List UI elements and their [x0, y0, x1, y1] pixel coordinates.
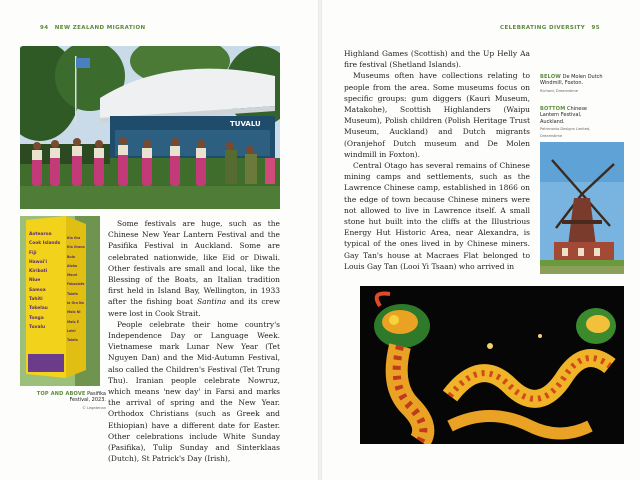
- right-caption2-credit: Patrimonio Designs Limited, Dreamstime: [540, 127, 591, 138]
- sign-greeting: Talofa: [67, 338, 78, 343]
- sign-word: Hawai'i: [29, 259, 48, 265]
- right-caption-windmill: [540, 74, 606, 94]
- right-caption2-lead: BOTTOM: [540, 106, 566, 112]
- sign-greeting: Malo Ni: [67, 310, 81, 315]
- sign-word: Samoa: [29, 287, 46, 293]
- pasifika-stage-photo: [20, 46, 280, 209]
- right-page: [322, 0, 640, 480]
- paragraph-text-tail: and its crew were lost in Cook Strait.: [108, 297, 280, 318]
- sign-greeting: Malo E Lelei: [67, 319, 79, 333]
- stage-banner-text: TUVALU: [230, 120, 261, 128]
- sign-word: Tonga: [29, 315, 44, 321]
- sign-word: Cook Islands: [29, 241, 61, 247]
- body-paragraph: Highland Games (Scottish) and the Up Helly Aa fire festival (Shetland Islands).: [344, 49, 530, 70]
- sign-word: Tokelau: [29, 306, 48, 312]
- left-running-head: [36, 25, 146, 31]
- right-caption-lanterns: [540, 106, 600, 139]
- sign-greeting: Mauri: [67, 273, 78, 278]
- right-caption2-text: Chinese Lantern Festival, Auckland.: [540, 106, 588, 125]
- boat-name: Santina: [196, 297, 227, 307]
- sign-greeting: Ia Ora Na: [67, 301, 84, 306]
- body-paragraph: [108, 218, 280, 319]
- sign-greeting: Fakaalofa: [67, 282, 85, 287]
- sign-greeting: Bula: [67, 254, 75, 259]
- dragon-lantern-illustration: [360, 286, 624, 444]
- paragraph-text: Some festivals are huge, such as the Chinese New Year Lantern Festival and the Pasifika Festival in Auckland. Some are celebrated nationwide, like Eid or Diwali. Other festivals are small and local, like the Blessing of the Boats, an Italian tradition first held in Island Bay, Wellington, in 1933 after the fishing boat: [108, 219, 280, 307]
- right-caption1-lead: BELOW: [540, 74, 561, 80]
- body-paragraph: People celebrate their home country's Independence Day or Language Week. Vietnamese mark Lunar New Year (Tet Nguyen Dan) and the Mid-Autumn Festival, also called the Children's Festival (Tet Trung Thu). Iranian people celebrate Nowruz, which means 'new day' in Farsi and marks the arrival of spring and the New Year. Orthodox Christians (such as Greek and Ethiopian) have a different date for Easter. Other celebrations include White Sunday (Pasifika), Tulip Sunday and Sinterklaas (Dutch), St Patrick's Day (Irish),: [108, 319, 280, 464]
- right-page-number: 95: [591, 25, 600, 31]
- left-body-text: [108, 218, 280, 464]
- left-caption-text: Pasifika Festival, 2023.: [69, 391, 106, 404]
- left-page: [0, 0, 318, 480]
- right-running-head: [500, 25, 604, 31]
- sign-word: Niue: [29, 278, 41, 284]
- right-body-text: [344, 48, 530, 272]
- right-caption1-text: De Molen Dutch Windmill, Foxton.: [540, 74, 603, 87]
- sign-greeting: Kia Ora: [67, 236, 81, 240]
- left-running-head-title: NEW ZEALAND MIGRATION: [54, 25, 146, 31]
- pasifika-stage-illustration: [20, 46, 280, 209]
- right-running-head-title: CELEBRATING DIVERSITY: [500, 25, 586, 31]
- sign-word: Tuvalu: [29, 324, 46, 330]
- pasifika-sign-photo: [20, 216, 100, 386]
- sign-word: Kiribati: [29, 269, 48, 275]
- left-caption: [36, 391, 106, 411]
- body-paragraph: Museums often have collections relating to people from the area. Some museums focus on specific groups: gum diggers (Kauri Museum, Matakohe), Scottish Highlanders (Waipu Museum), Polish children (Polish Heritage Trust Museum, Auckland) and Dutch migrants (Oranjehof Dutch museum and De Molen windmill in Foxton).: [344, 71, 530, 159]
- windmill-photo: [540, 142, 624, 274]
- sign-word: Aotearoa: [29, 232, 52, 237]
- sign-greeting: Talofa: [67, 291, 78, 296]
- right-caption1-credit: Richard, Dreamstime: [540, 88, 579, 93]
- left-page-number: 94: [40, 25, 49, 31]
- windmill-illustration: [540, 142, 624, 274]
- body-paragraph: Central Otago has several remains of Chinese mining camps and settlements, such as the Lawrence Chinese camp, established in 1866 on the edge of town because Chinese miners were not allowed to live in Lawrence itself. A small stone hut built into the cliffs at the Illustrious Energy Hut Historic Area, near Alexandra, is typical of the ones lived in by Chinese miners. Gay Tan's house at Macraes Flat belonged to Louis Gay Tan (Looi Yi Tsaan) who arrived in: [344, 161, 530, 271]
- sign-greeting: Aloha: [67, 263, 78, 268]
- sign-word: Fiji: [29, 250, 37, 256]
- left-caption-lead: TOP AND ABOVE: [36, 391, 86, 397]
- sign-word-list: [29, 230, 65, 332]
- sign-word-list-right: [67, 234, 86, 346]
- lantern-festival-photo: [360, 286, 624, 444]
- sign-word: Tahiti: [29, 297, 43, 303]
- sign-greeting: Kia Orana: [67, 245, 85, 250]
- left-caption-credit: © Legatenan: [82, 405, 106, 410]
